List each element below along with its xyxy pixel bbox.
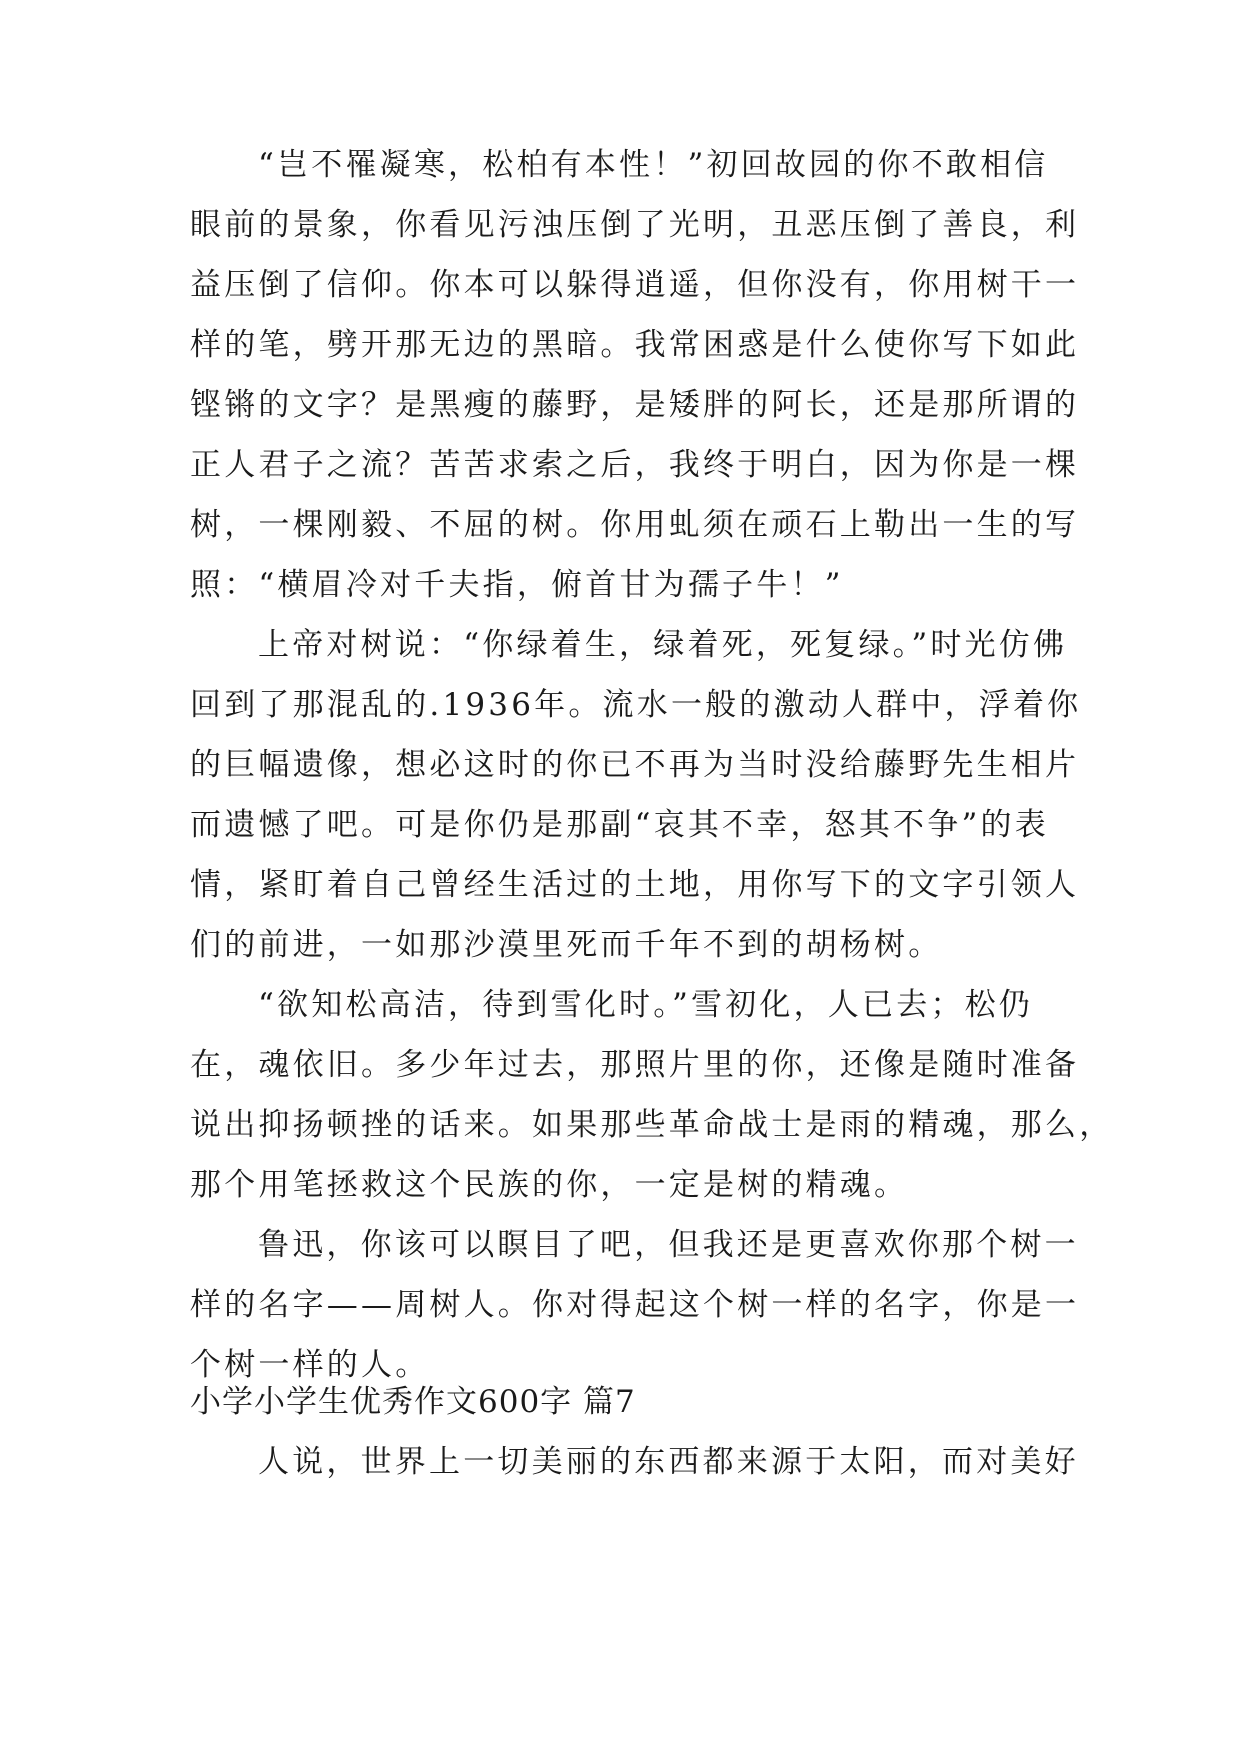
section-first-line: 人说，世界上一切美丽的东西都来源于太阳，而对美好 [258,1444,1079,1480]
paragraph-1-line-1: “岂不罹凝寒，松柏有本性！”初回故园的你不敢相信 [258,147,1049,183]
paragraph-4-line-1: 鲁迅，你该可以瞑目了吧，但我还是更喜欢你那个树一 [258,1227,1079,1263]
paragraph-2-line-4: 而遗憾了吧。可是你仍是那副“哀其不幸，怒其不争”的表 [190,807,1049,843]
paragraph-1-line-8: 照：“横眉冷对千夫指，俯首甘为孺子牛！” [190,567,844,603]
paragraph-3-line-3: 说出抑扬顿挫的话来。如果那些革命战士是雨的精魂，那么， [190,1107,1114,1143]
paragraph-4-line-2: 样的名字——周树人。你对得起这个树一样的名字，你是一 [190,1287,1080,1323]
section-title: 小学小学生优秀作文600字 篇7 [190,1384,636,1420]
paragraph-3-line-2: 在，魂依旧。多少年过去，那照片里的你，还像是随时准备 [190,1047,1080,1083]
paragraph-3-line-1: “欲知松高洁，待到雪化时。”雪初化，人已去；松仍 [258,987,1033,1023]
essay-body [190,135,1114,1395]
section-7 [190,1372,1079,1492]
paragraph-2-line-6: 们的前进，一如那沙漠里死而千年不到的胡杨树。 [190,927,943,963]
paragraph-2-line-3: 的巨幅遗像，想必这时的你已不再为当时没给藤野先生相片 [190,747,1080,783]
paragraph-1-line-2: 眼前的景象，你看见污浊压倒了光明，丑恶压倒了善良，利 [190,207,1080,243]
paragraph-1-line-4: 样的笔，劈开那无边的黑暗。我常困惑是什么使你写下如此 [190,327,1080,363]
paragraph-1-line-6: 正人君子之流？苦苦求索之后，我终于明白，因为你是一棵 [190,447,1080,483]
paragraph-2-line-5: 情，紧盯着自己曾经生活过的土地，用你写下的文字引领人 [190,867,1080,903]
paragraph-2-line-2: 回到了那混乱的.1936年。流水一般的激动人群中，浮着你 [190,687,1082,723]
paragraph-1-line-5: 铿锵的文字？是黑瘦的藤野，是矮胖的阿长，还是那所谓的 [190,387,1080,423]
paragraph-2-line-1: 上帝对树说：“你绿着生，绿着死，死复绿。”时光仿佛 [258,627,1068,663]
paragraph-1-line-3: 益压倒了信仰。你本可以躲得逍遥，但你没有，你用树干一 [190,267,1080,303]
paragraph-1-line-7: 树，一棵刚毅、不屈的树。你用虬须在顽石上勒出一生的写 [190,507,1080,543]
paragraph-3-line-4: 那个用笔拯救这个民族的你，一定是树的精魂。 [190,1167,909,1203]
paragraph-4-line-3: 个树一样的人。 [190,1347,430,1383]
